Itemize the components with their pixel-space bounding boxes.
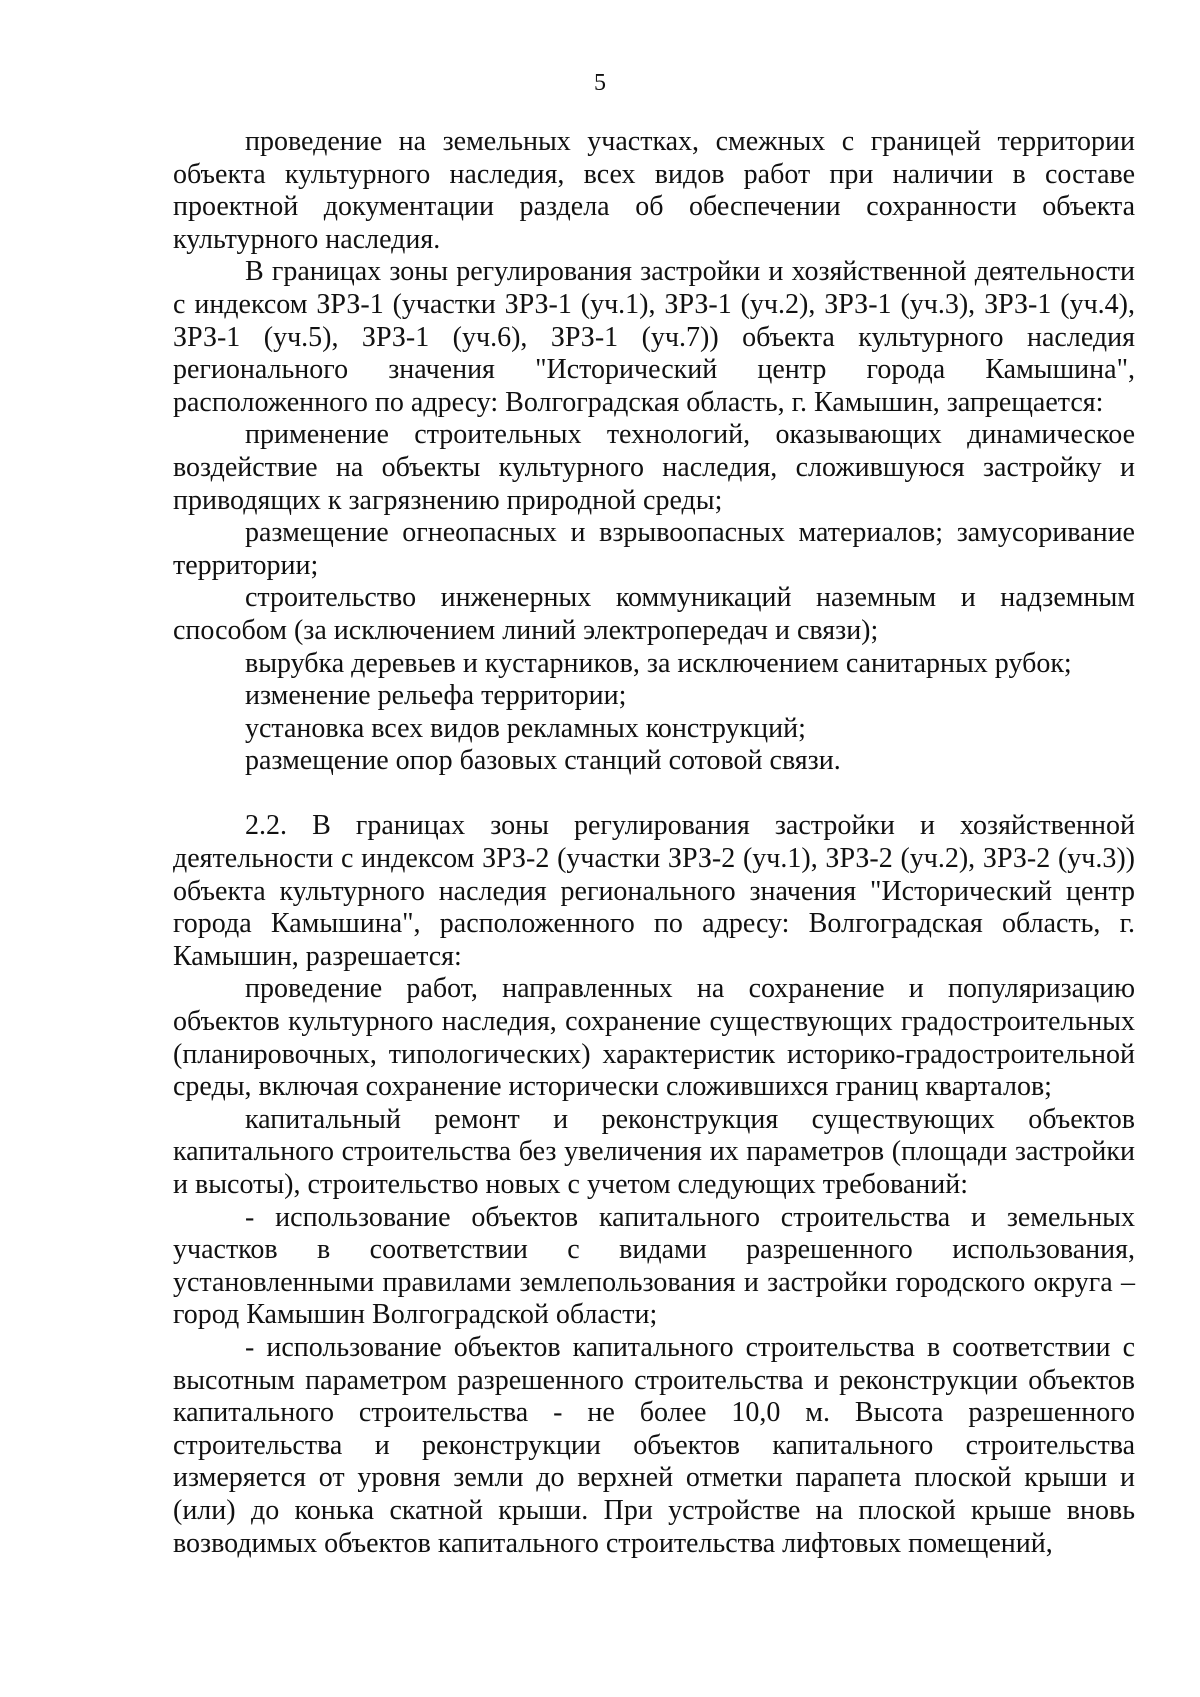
section-paragraph: 2.2. В границах зоны регулирования застройки и хозяйственной деятельности с индексом ЗРЗ-2 (участки ЗРЗ-2 (уч.1), ЗРЗ-2 (уч.2), ЗРЗ-2 (уч.3)) объекта культурного наследия регионального значения "Исторический центр города Камышина", расположенного по адресу: Волгоградская область, г. Камышин, разрешается: <box>173 810 1135 972</box>
paragraph: проведение на земельных участках, смежных с границей территории объекта культурного наследия, всех видов работ при наличии в составе проектной документации раздела об обеспечении сохранности объекта культурного наследия. <box>173 126 1135 255</box>
paragraph: - использование объектов капитального строительства и земельных участков в соответствии с видами разрешенного использования, установленными правилами землепользования и застройки городского округа – город Камышин Волгоградской области; <box>173 1201 1135 1331</box>
document-body <box>173 126 1135 1560</box>
paragraph: изменение рельефа территории; <box>245 680 627 712</box>
paragraph: - использование объектов капитального строительства в соответствии с высотным параметром разрешенного строительства и реконструкции объектов капитального строительства - не более 10,0 м. Высота разрешенного строительства и реконструкции объектов капитального строительства измеряется от уровня земли до верхней отметки парапета плоской крыши и (или) до конька скатной крыши. При устройстве на плоской крыше вновь возводимых объектов капитального строительства лифтовых помещений, <box>173 1331 1135 1559</box>
page-number: 5 <box>594 70 606 96</box>
paragraph: проведение работ, направленных на сохранение и популяризацию объектов культурного наследия, сохранение существующих градостроительных (планировочных, типологических) характеристик историко-градостроительной среды, включая сохранение исторически сложившихся границ кварталов; <box>173 973 1135 1103</box>
paragraph: вырубка деревьев и кустарников, за исключением санитарных рубок; <box>245 647 1072 679</box>
paragraph: размещение опор базовых станций сотовой связи. <box>245 745 841 777</box>
paragraph: строительство инженерных коммуникаций наземным и надземным способом (за исключением линий электропередач и связи); <box>173 582 1135 646</box>
paragraph: размещение огнеопасных и взрывоопасных материалов; замусоривание территории; <box>173 517 1135 581</box>
paragraph: установка всех видов рекламных конструкций; <box>245 712 806 744</box>
paragraph: применение строительных технологий, оказывающих динамическое воздействие на объекты культурного наследия, сложившуюся застройку и приводящих к загрязнению природной среды; <box>173 419 1135 516</box>
paragraph: В границах зоны регулирования застройки и хозяйственной деятельности с индексом ЗРЗ-1 (участки ЗРЗ-1 (уч.1), ЗРЗ-1 (уч.2), ЗРЗ-1 (уч.3), ЗРЗ-1 (уч.4), ЗРЗ-1 (уч.5), ЗРЗ-1 (уч.6), ЗРЗ-1 (уч.7)) объекта культурного наследия регионального значения "Исторический центр города Камышина", расположенного по адресу: Волгоградская область, г. Камышин, запрещается: <box>173 256 1135 418</box>
paragraph: капитальный ремонт и реконструкция существующих объектов капитального строительства без увеличения их параметров (площади застройки и высоты), строительство новых с учетом следующих требований: <box>173 1103 1135 1200</box>
